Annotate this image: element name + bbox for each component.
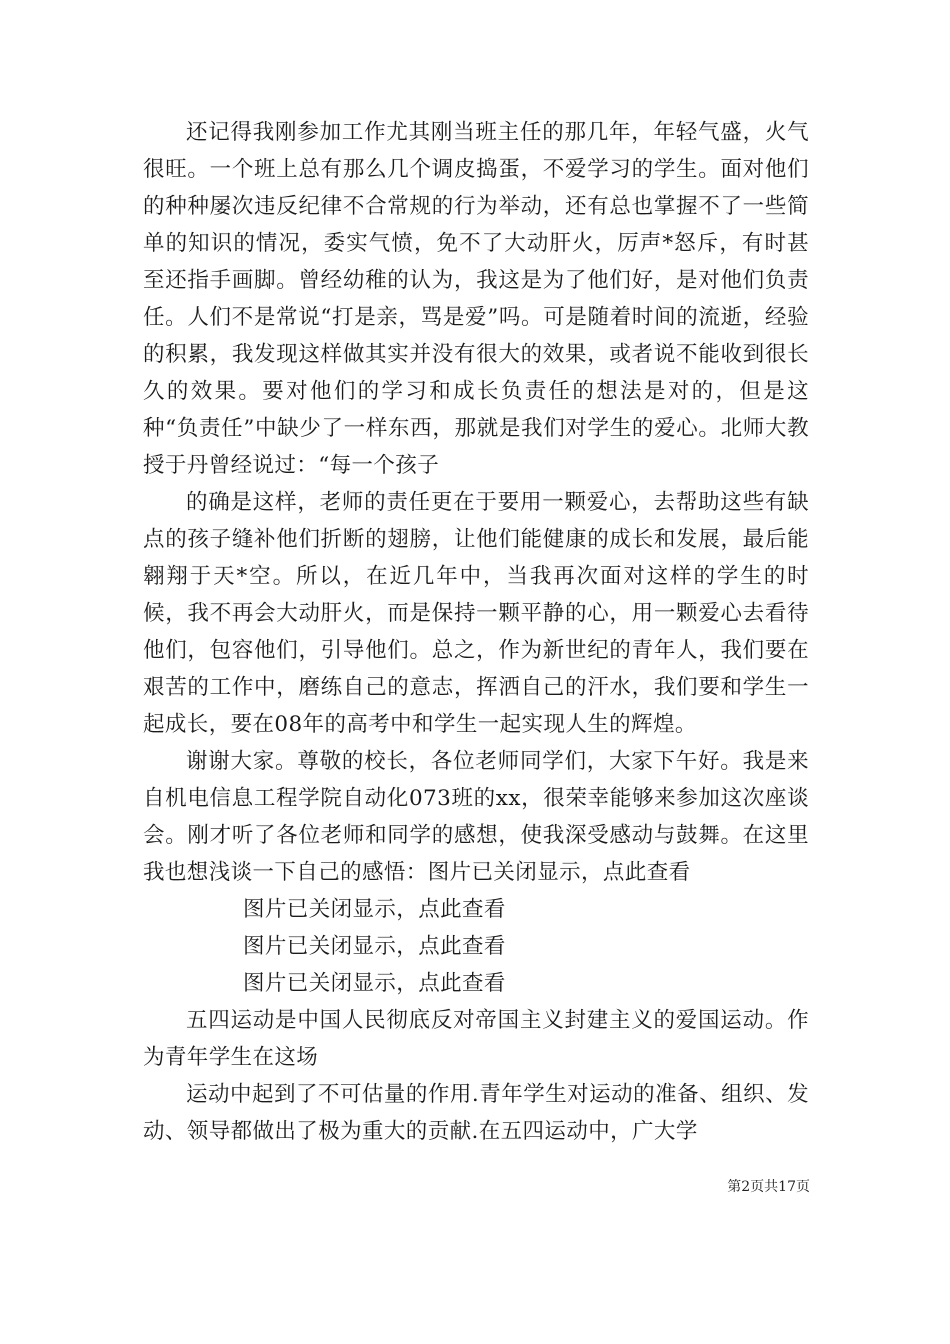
- paragraph-1: 还记得我刚参加工作尤其刚当班主任的那几年，年轻气盛，火气很旺。一个班上总有那么几个调皮捣蛋，不爱学习的学生。面对他们的种种屡次违反纪律不合常规的行为举动，还有总也掌握不了一些简单的知识的情况，委实气愤，免不了大动肝火，厉声*怒斥，有时甚至还指手画脚。曾经幼稚的认为，我这是为了他们好，是对他们负责任。人们不是常说“打是亲，骂是爱”吗。可是随着时间的流逝，经验的积累，我发现这样做其实并没有很大的效果，或者说不能收到很长久的效果。要对他们的学习和成长负责任的想法是对的，但是这种“负责任”中缺少了一样东西，那就是我们对学生的爱心。北师大教授于丹曾经说过：“每一个孩子: [143, 120, 809, 478]
- page-number-footer: 第2页共17页: [727, 1179, 810, 1195]
- paragraph-3: 谢谢大家。尊敬的校长，各位老师同学们，大家下午好。我是来自机电信息工程学院自动化073班的xx，很荣幸能够来参加这次座谈会。刚才听了各位老师和同学的感想，使我深受感动与鼓舞。在这里我也想浅谈一下自己的感悟：图片已关闭显示，点此查看: [143, 749, 809, 885]
- paragraph-5: 运动中起到了不可估量的作用.青年学生对运动的准备、组织、发动、领导都做出了极为重大的贡献.在五四运动中，广大学: [143, 1082, 809, 1144]
- paragraph-2: 的确是这样，老师的责任更在于要用一颗爱心，去帮助这些有缺点的孩子缝补他们折断的翅膀，让他们能健康的成长和发展，最后能翱翔于天*空。所以，在近几年中，当我再次面对这样的学生的时候，我不再会大动肝火，而是保持一颗平静的心，用一颗爱心去看待他们，包容他们，引导他们。总之，作为新世纪的青年人，我们要在艰苦的工作中，磨练自己的意志，挥洒自己的汗水，我们要和学生一起成长，要在08年的高考中和学生一起实现人生的辉煌。: [143, 490, 809, 737]
- paragraph-4: 五四运动是中国人民彻底反对帝国主义封建主义的爱国运动。作为青年学生在这场: [143, 1008, 809, 1070]
- image-placeholder-2[interactable]: 图片已关闭显示，点此查看: [243, 934, 506, 959]
- document-body: [143, 114, 809, 1150]
- image-placeholder-1[interactable]: 图片已关闭显示，点此查看: [243, 897, 506, 922]
- image-placeholder-3[interactable]: 图片已关闭显示，点此查看: [243, 971, 506, 996]
